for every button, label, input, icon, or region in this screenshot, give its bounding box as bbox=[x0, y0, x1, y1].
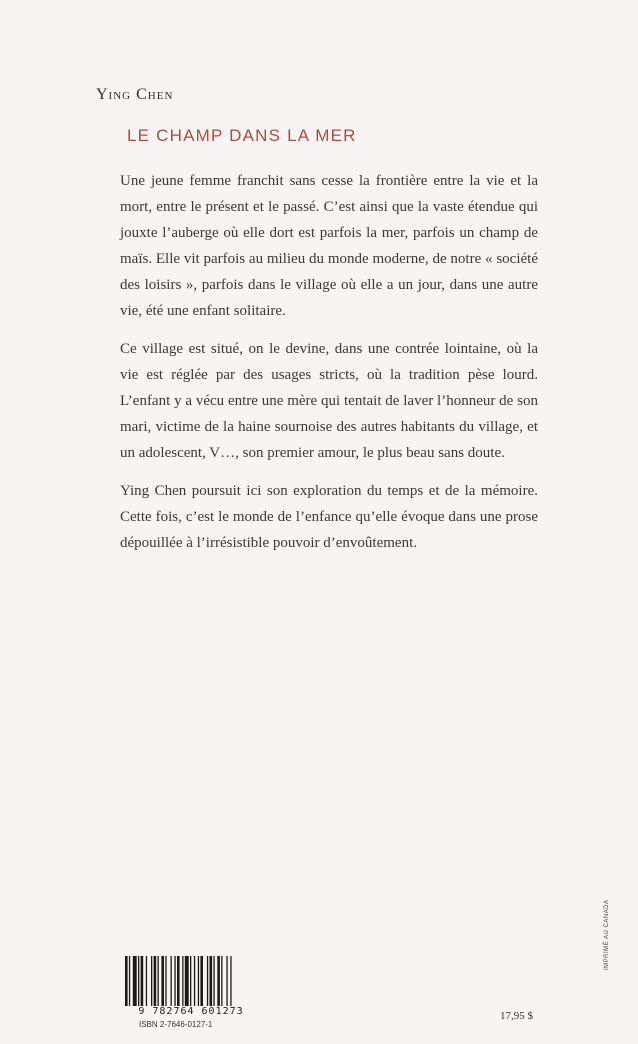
blurb-paragraph-2: Ce village est situé, on le devine, dans une contrée lointaine, où la vie est réglée par des usages stricts, où la tradition pèse lourd. L’enfant y a vécu entre une mère qui tentait de laver l’honneur de son mari, victime de la haine sournoise des autres habitants du village, et un adolescent, V…, son premier amour, le plus beau sans doute. bbox=[120, 341, 538, 461]
price-label: 17,95 $ bbox=[500, 1010, 533, 1022]
book-title: LE CHAMP DANS LA MER bbox=[127, 126, 357, 145]
barcode-graphic bbox=[115, 956, 267, 1006]
imprint-note: IMPRIMÉ AU CANADA bbox=[604, 899, 610, 970]
blurb-paragraph-3: Ying Chen poursuit ici son exploration du temps et de la mémoire. Cette fois, c’est le monde de l’enfance qu’elle évoque dans une prose dépouillée à l’irrésistible pouvoir d’envoûtement. bbox=[120, 483, 538, 551]
back-cover-blurb bbox=[120, 168, 538, 568]
isbn-label: ISBN 2-7646-0127-1 bbox=[139, 1020, 213, 1029]
author-name: Ying Chen bbox=[96, 86, 174, 103]
blurb-paragraph-1: Une jeune femme franchit sans cesse la frontière entre la vie et la mort, entre le présent et le passé. C’est ainsi que la vaste étendue qui jouxte l’auberge où elle dort est parfois la mer, parfois un champ de maïs. Elle vit parfois au milieu du monde moderne, de notre « société des loisirs », parfois dans le village où elle a un jour, dans une autre vie, été une enfant solitaire. bbox=[120, 173, 538, 319]
isbn13-digits: 9 782764 601273 bbox=[138, 1006, 244, 1017]
barcode-block bbox=[115, 956, 267, 1031]
